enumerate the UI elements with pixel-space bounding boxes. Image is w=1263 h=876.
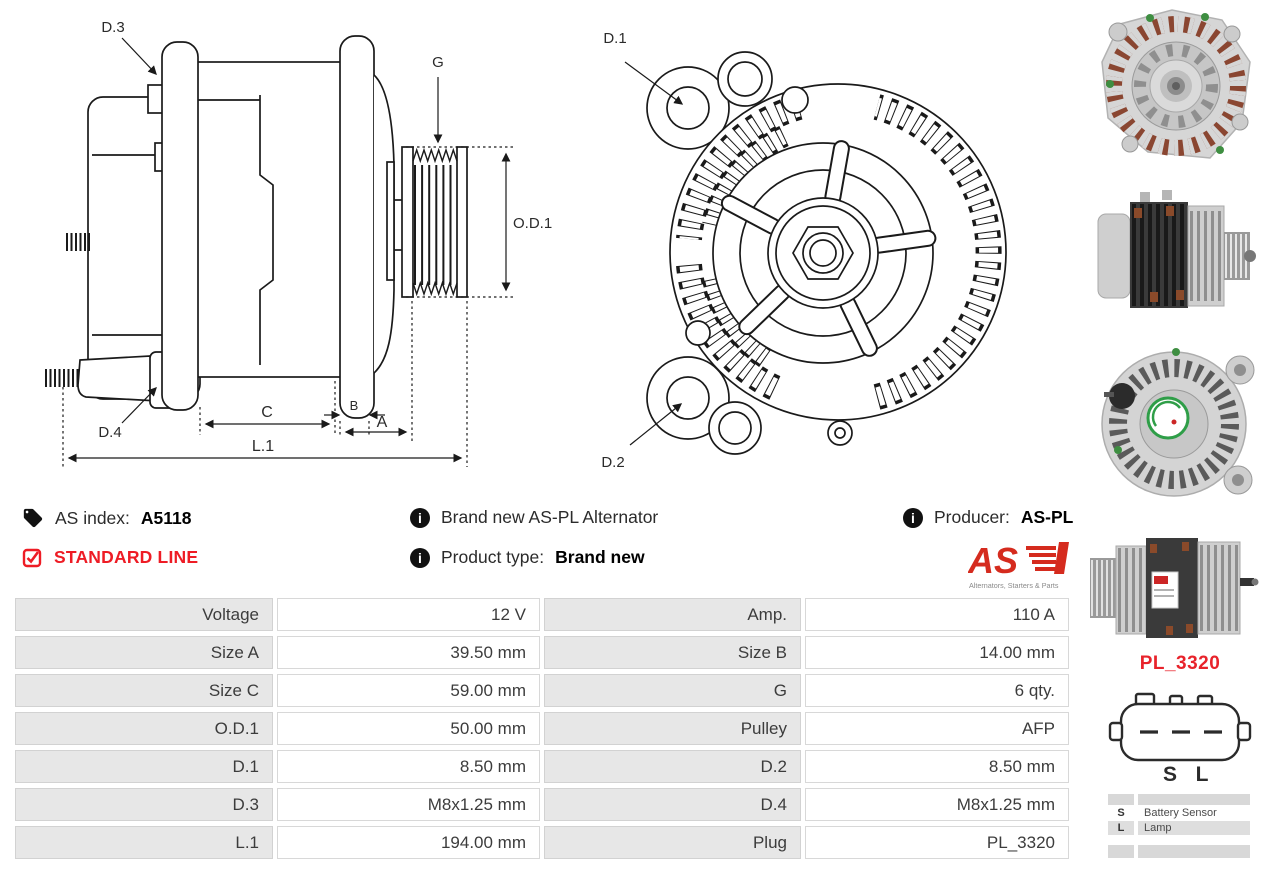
connector-pin-l: L <box>1195 763 1209 786</box>
label-d2: D.2 <box>601 454 625 471</box>
spec-label: Size B <box>544 636 801 669</box>
info-icon <box>410 548 430 568</box>
as-pl-logo-tagline: Alternators, Starters & Parts <box>969 581 1059 590</box>
label-dim-l1: L.1 <box>251 438 275 455</box>
as-pl-logo <box>968 540 1076 592</box>
plug-connector-diagram <box>1106 682 1256 786</box>
legend-row-l <box>1108 821 1254 835</box>
spec-label: Voltage <box>15 598 273 631</box>
spec-label: D.1 <box>15 750 273 783</box>
pulley-left-flange <box>402 147 413 297</box>
pin-legend <box>1108 794 1254 859</box>
spec-value: AFP <box>805 712 1069 745</box>
spec-value: 194.00 mm <box>277 826 540 859</box>
spec-value: 39.50 mm <box>277 636 540 669</box>
label-dim-a: A <box>376 414 388 431</box>
label-g: G <box>432 54 444 71</box>
front-view-diagram <box>585 15 1085 475</box>
producer-value: AS-PL <box>1020 507 1074 527</box>
spec-label: D.4 <box>544 788 801 821</box>
spec-value: 110 A <box>805 598 1069 631</box>
side-view-diagram <box>10 5 565 475</box>
spec-label: Pulley <box>544 712 801 745</box>
label-d3: D.3 <box>101 19 125 36</box>
producer-label: Producer: <box>934 507 1010 527</box>
connector-pin-s: S <box>1162 763 1178 786</box>
label-od1: O.D.1 <box>513 215 553 232</box>
label-d4: D.4 <box>98 424 122 441</box>
product-type-label: Product type: <box>441 547 545 567</box>
info-icon <box>410 508 430 528</box>
spec-value: 8.50 mm <box>805 750 1069 783</box>
product-type-value: Brand new <box>555 547 645 567</box>
spec-value: 6 qty. <box>805 674 1069 707</box>
product-photo-rear[interactable] <box>1090 338 1262 506</box>
spec-value: M8x1.25 mm <box>805 788 1069 821</box>
as-index-value: A5118 <box>140 507 192 528</box>
legend-desc: Lamp <box>1138 821 1250 835</box>
d4-lug-housing <box>78 356 158 401</box>
label-d1: D.1 <box>603 30 627 47</box>
product-photo-side-right[interactable] <box>1090 172 1262 336</box>
hole-d1 <box>667 87 709 129</box>
spec-value: 12 V <box>277 598 540 631</box>
as-pl-logo-text: AS <box>968 540 1019 581</box>
svg-text:i: i <box>418 509 422 526</box>
plug-name: PL_3320 <box>1139 653 1221 674</box>
as-index-label: AS index: <box>55 507 130 528</box>
producer-row <box>903 507 1073 528</box>
legend-header-strip <box>1108 794 1254 805</box>
brand-new-text: Brand new AS-PL Alternator <box>441 507 659 527</box>
tag-icon <box>22 507 44 529</box>
as-index-row <box>22 507 192 529</box>
pulley-right-flange <box>457 147 467 297</box>
svg-text:i: i <box>911 509 915 526</box>
spec-label: G <box>544 674 801 707</box>
spec-label: Size A <box>15 636 273 669</box>
spec-table <box>15 598 1068 859</box>
product-type-row <box>410 547 645 568</box>
brand-new-row <box>410 507 658 528</box>
svg-text:i: i <box>418 549 422 566</box>
product-photo-side-left[interactable] <box>1086 528 1262 650</box>
label-dim-c: C <box>261 404 273 421</box>
spec-value: PL_3320 <box>805 826 1069 859</box>
spec-value: 14.00 mm <box>805 636 1069 669</box>
spec-value: 50.00 mm <box>277 712 540 745</box>
spec-label: Size C <box>15 674 273 707</box>
spec-value: 8.50 mm <box>277 750 540 783</box>
checkbox-checked-icon <box>22 547 43 568</box>
spec-label: L.1 <box>15 826 273 859</box>
standard-line-row <box>22 547 198 568</box>
standard-line-label: STANDARD LINE <box>54 547 199 567</box>
info-icon <box>903 508 923 528</box>
legend-pin: S <box>1108 806 1134 820</box>
legend-desc: Battery Sensor <box>1138 806 1250 820</box>
spec-value: 59.00 mm <box>277 674 540 707</box>
spec-label: Plug <box>544 826 801 859</box>
front-mounting-ear <box>162 42 198 410</box>
alt-mid-body <box>196 62 354 377</box>
spec-label: D.2 <box>544 750 801 783</box>
legend-footer-strip <box>1108 845 1254 858</box>
spec-value: M8x1.25 mm <box>277 788 540 821</box>
legend-pin: L <box>1108 821 1134 835</box>
hole-d2 <box>667 377 709 419</box>
product-photo-front[interactable] <box>1090 2 1262 170</box>
spec-label: Amp. <box>544 598 801 631</box>
legend-row-s <box>1108 806 1254 820</box>
spec-label: O.D.1 <box>15 712 273 745</box>
spec-label: D.3 <box>15 788 273 821</box>
label-dim-b: B <box>349 398 359 413</box>
rear-mounting-ear <box>340 36 374 418</box>
